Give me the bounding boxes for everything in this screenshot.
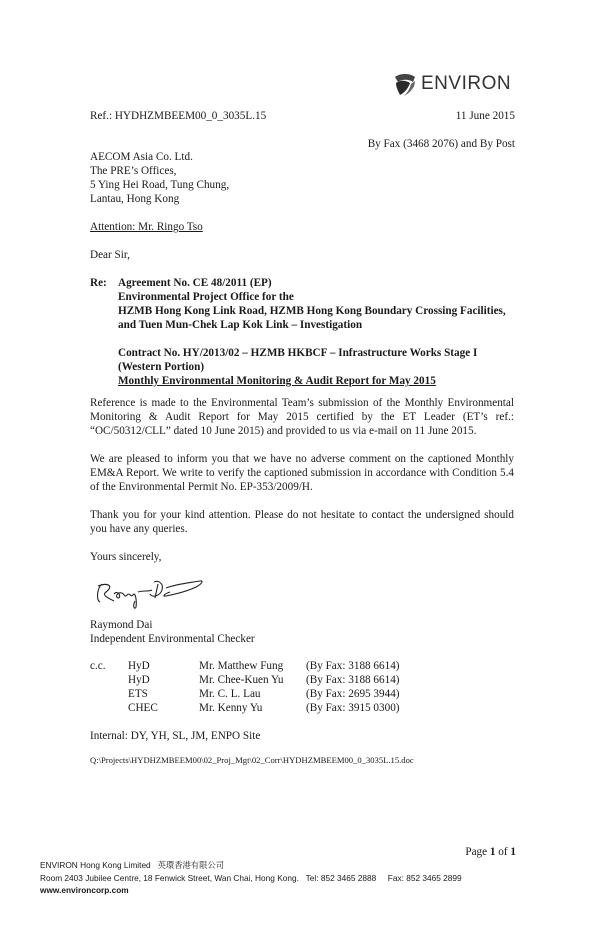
page-current: 1 [489, 846, 496, 858]
cc-row [90, 673, 400, 687]
cc-fax: (By Fax: 2695 3944) [306, 688, 400, 700]
recipient-line: AECOM Asia Co. Ltd. [90, 151, 193, 163]
cc-org: CHEC [128, 702, 158, 714]
cc-fax: (By Fax: 3915 0300) [306, 702, 400, 714]
recipient-line: Lantau, Hong Kong [90, 193, 180, 205]
cc-org: ETS [128, 688, 148, 700]
cc-row [90, 701, 400, 715]
cc-table [90, 659, 400, 715]
recipient-line: 5 Ying Hei Road, Tung Chung, [90, 179, 230, 191]
page-prefix: Page [465, 846, 490, 858]
contract-line: Contract No. HY/2013/02 – HZMB HKBCF – Infrastructure Works Stage I [118, 347, 478, 359]
cc-fax: (By Fax: 3188 6614) [306, 660, 400, 672]
footer-tel: Tel: 852 3465 2888 [305, 873, 377, 883]
recipient-line: The PRE’s Offices, [90, 165, 177, 177]
cc-org: HyD [128, 660, 150, 672]
contract-line: (Western Portion) [118, 361, 205, 373]
environ-shield-icon [392, 71, 418, 97]
subject-line: and Tuen Mun-Chek Lap Kok Link – Investigation [118, 319, 363, 331]
file-path: Q:\Projects\HYDHZMBEEM00\02_Proj_Mgt\02_Corr\HYDHZMBEEM00_0_3035L.15.doc [90, 755, 414, 765]
recipient-address [90, 150, 229, 206]
letter-date: 11 June 2015 [455, 110, 515, 122]
cc-name: Mr. Kenny Yu [199, 702, 263, 714]
signatory-name: Raymond Dai [90, 619, 153, 631]
subject-line: Environmental Project Office for the [118, 291, 294, 303]
body-paragraph-2: We are pleased to inform you that we have no adverse comment on the captioned Monthly EM&A Report. We write to verify the captioned submission in accordance with Condition 5.4 of the Environmental Permit No. EP-353/2009/H. [90, 453, 514, 493]
cc-label: c.c. [90, 660, 106, 672]
body-paragraph-3: Thank you for your kind attention. Please do not hesitate to contact the undersigned should you have any queries. [90, 509, 514, 535]
footer-company [40, 860, 224, 871]
cc-row [90, 659, 400, 673]
footer-fax: Fax: 852 3465 2899 [387, 873, 462, 883]
page-total: 1 [510, 846, 516, 858]
signature-image [92, 574, 222, 612]
closing: Yours sincerely, [90, 551, 162, 563]
cc-org: HyD [128, 674, 150, 686]
footer-address-line [40, 873, 462, 884]
body-paragraph-1: Reference is made to the Environmental Team’s submission of the Monthly Environmental Monitoring & Audit Report for May 2015 certified by the ET Leader (ET’s ref.: “OC/50312/CLL” dated 10 June 2015) and provided to us via e-mail on 11 June 2015. [90, 397, 514, 437]
environ-logo [392, 70, 511, 98]
cc-row [90, 687, 400, 701]
logo-text: ENVIRON [421, 73, 512, 94]
delivery-method: By Fax (3468 2076) and By Post [367, 138, 515, 150]
subject-line: HZMB Hong Kong Link Road, HZMB Hong Kong Boundary Crossing Facilities, [118, 305, 506, 317]
page-middle: of [495, 846, 511, 858]
footer-company-cn: 英環香港有限公司 [157, 860, 224, 870]
footer-company-name: ENVIRON Hong Kong Limited [40, 860, 151, 870]
signatory-title: Independent Environmental Checker [90, 633, 255, 645]
subject-line: Agreement No. CE 48/2011 (EP) [118, 277, 272, 289]
page-number [440, 845, 516, 859]
cc-name: Mr. Matthew Fung [199, 660, 284, 672]
cc-name: Mr. Chee-Kuen Yu [199, 674, 284, 686]
report-title: Monthly Environmental Monitoring & Audit Report for May 2015 [118, 375, 436, 387]
salutation: Dear Sir, [90, 249, 130, 261]
reference-number: Ref.: HYDHZMBEEM00_0_3035L.15 [90, 110, 267, 122]
subject-label: Re: [90, 277, 107, 289]
cc-name: Mr. C. L. Lau [199, 688, 261, 700]
footer-address: Room 2403 Jubilee Centre, 18 Fenwick Street, Wan Chai, Hong Kong. [40, 873, 299, 883]
internal-distribution: Internal: DY, YH, SL, JM, ENPO Site [90, 730, 261, 742]
attention-line: Attention: Mr. Ringo Tso [90, 221, 203, 233]
cc-fax: (By Fax: 3188 6614) [306, 674, 400, 686]
footer-website[interactable]: www.environcorp.com [40, 885, 129, 895]
